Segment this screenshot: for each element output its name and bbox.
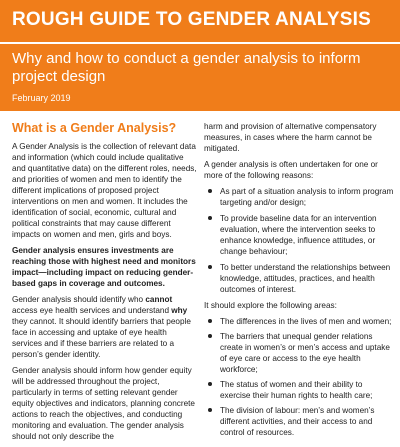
left-column <box>12 121 198 447</box>
list-item: The barriers that unequal gender relations create in women’s or men’s access and uptake of eye care or access to the eye health workforce; <box>204 331 394 375</box>
right-column <box>204 121 394 443</box>
list-item: To provide baseline data for an intervention evaluation, where the intervention seeks to enhance knowledge, influence attitudes, or change behaviour; <box>204 213 394 257</box>
bullet-icon <box>208 216 212 220</box>
header-divider <box>0 42 400 44</box>
bullet-icon <box>208 382 212 386</box>
section-heading: What is a Gender Analysis? <box>12 121 177 135</box>
paragraph-definition: A Gender Analysis is the collection of relevant data and information (which could include qualitative and quantitative data) on the different roles, needs, and priorities of women and men to identify the different implications of proposed project interventions on men and women. It includes the identification of social, economic, cultural and political constraints that may cause different impacts on women and men, girls and boys. <box>12 142 197 239</box>
reasons-list <box>204 186 394 295</box>
paragraph-areas-intro: It should explore the following areas: <box>204 301 337 310</box>
paragraph-equity: Gender analysis should inform how gender equity will be addressed throughout the project, particularly in terms of setting relevant gender equity objectives and indicators, planning concrete actions to reach the objectives, and conducting monitoring and evaluation. The gender analysis should not only describe the <box>12 366 195 441</box>
bullet-icon <box>208 408 212 412</box>
list-item: The status of women and their ability to exercise their human rights to health care; <box>204 379 394 401</box>
paragraph-barriers: Gender analysis should identify who cannot access eye health services and understand why they cannot. It should identify barriers that people face in accessing and uptake of eye health services and if these barriers are related to a person’s gender identity. <box>12 295 191 359</box>
publication-date: February 2019 <box>12 93 71 103</box>
bullet-icon <box>208 265 212 269</box>
bullet-icon <box>208 189 212 193</box>
list-item: The differences in the lives of men and women; <box>204 316 394 327</box>
list-item: The division of labour: men’s and women’s different activities, and their access to and control of resources. <box>204 405 394 438</box>
paragraph-reasons-intro: A gender analysis is often undertaken for one or more of the following reasons: <box>204 160 378 180</box>
areas-list <box>204 316 394 438</box>
document-title: ROUGH GUIDE TO GENDER ANALYSIS <box>12 9 371 30</box>
bullet-icon <box>208 334 212 338</box>
document-subtitle: Why and how to conduct a gender analysis to inform project design <box>12 50 361 85</box>
paragraph-continuation: harm and provision of alternative compensatory measures, in cases where the harm cannot be mitigated. <box>204 122 377 153</box>
list-item: As part of a situation analysis to inform program targeting and/or design; <box>204 186 394 208</box>
paragraph-key-point: Gender analysis ensures investments are reaching those with highest need and monitors impact—including impact on reducing gender-based gaps in coverage and outcomes. <box>12 246 196 288</box>
bullet-icon <box>208 319 212 323</box>
list-item: To better understand the relationships between knowledge, attitudes, practices, and health outcomes of interest. <box>204 262 394 295</box>
header-banner <box>0 0 400 111</box>
